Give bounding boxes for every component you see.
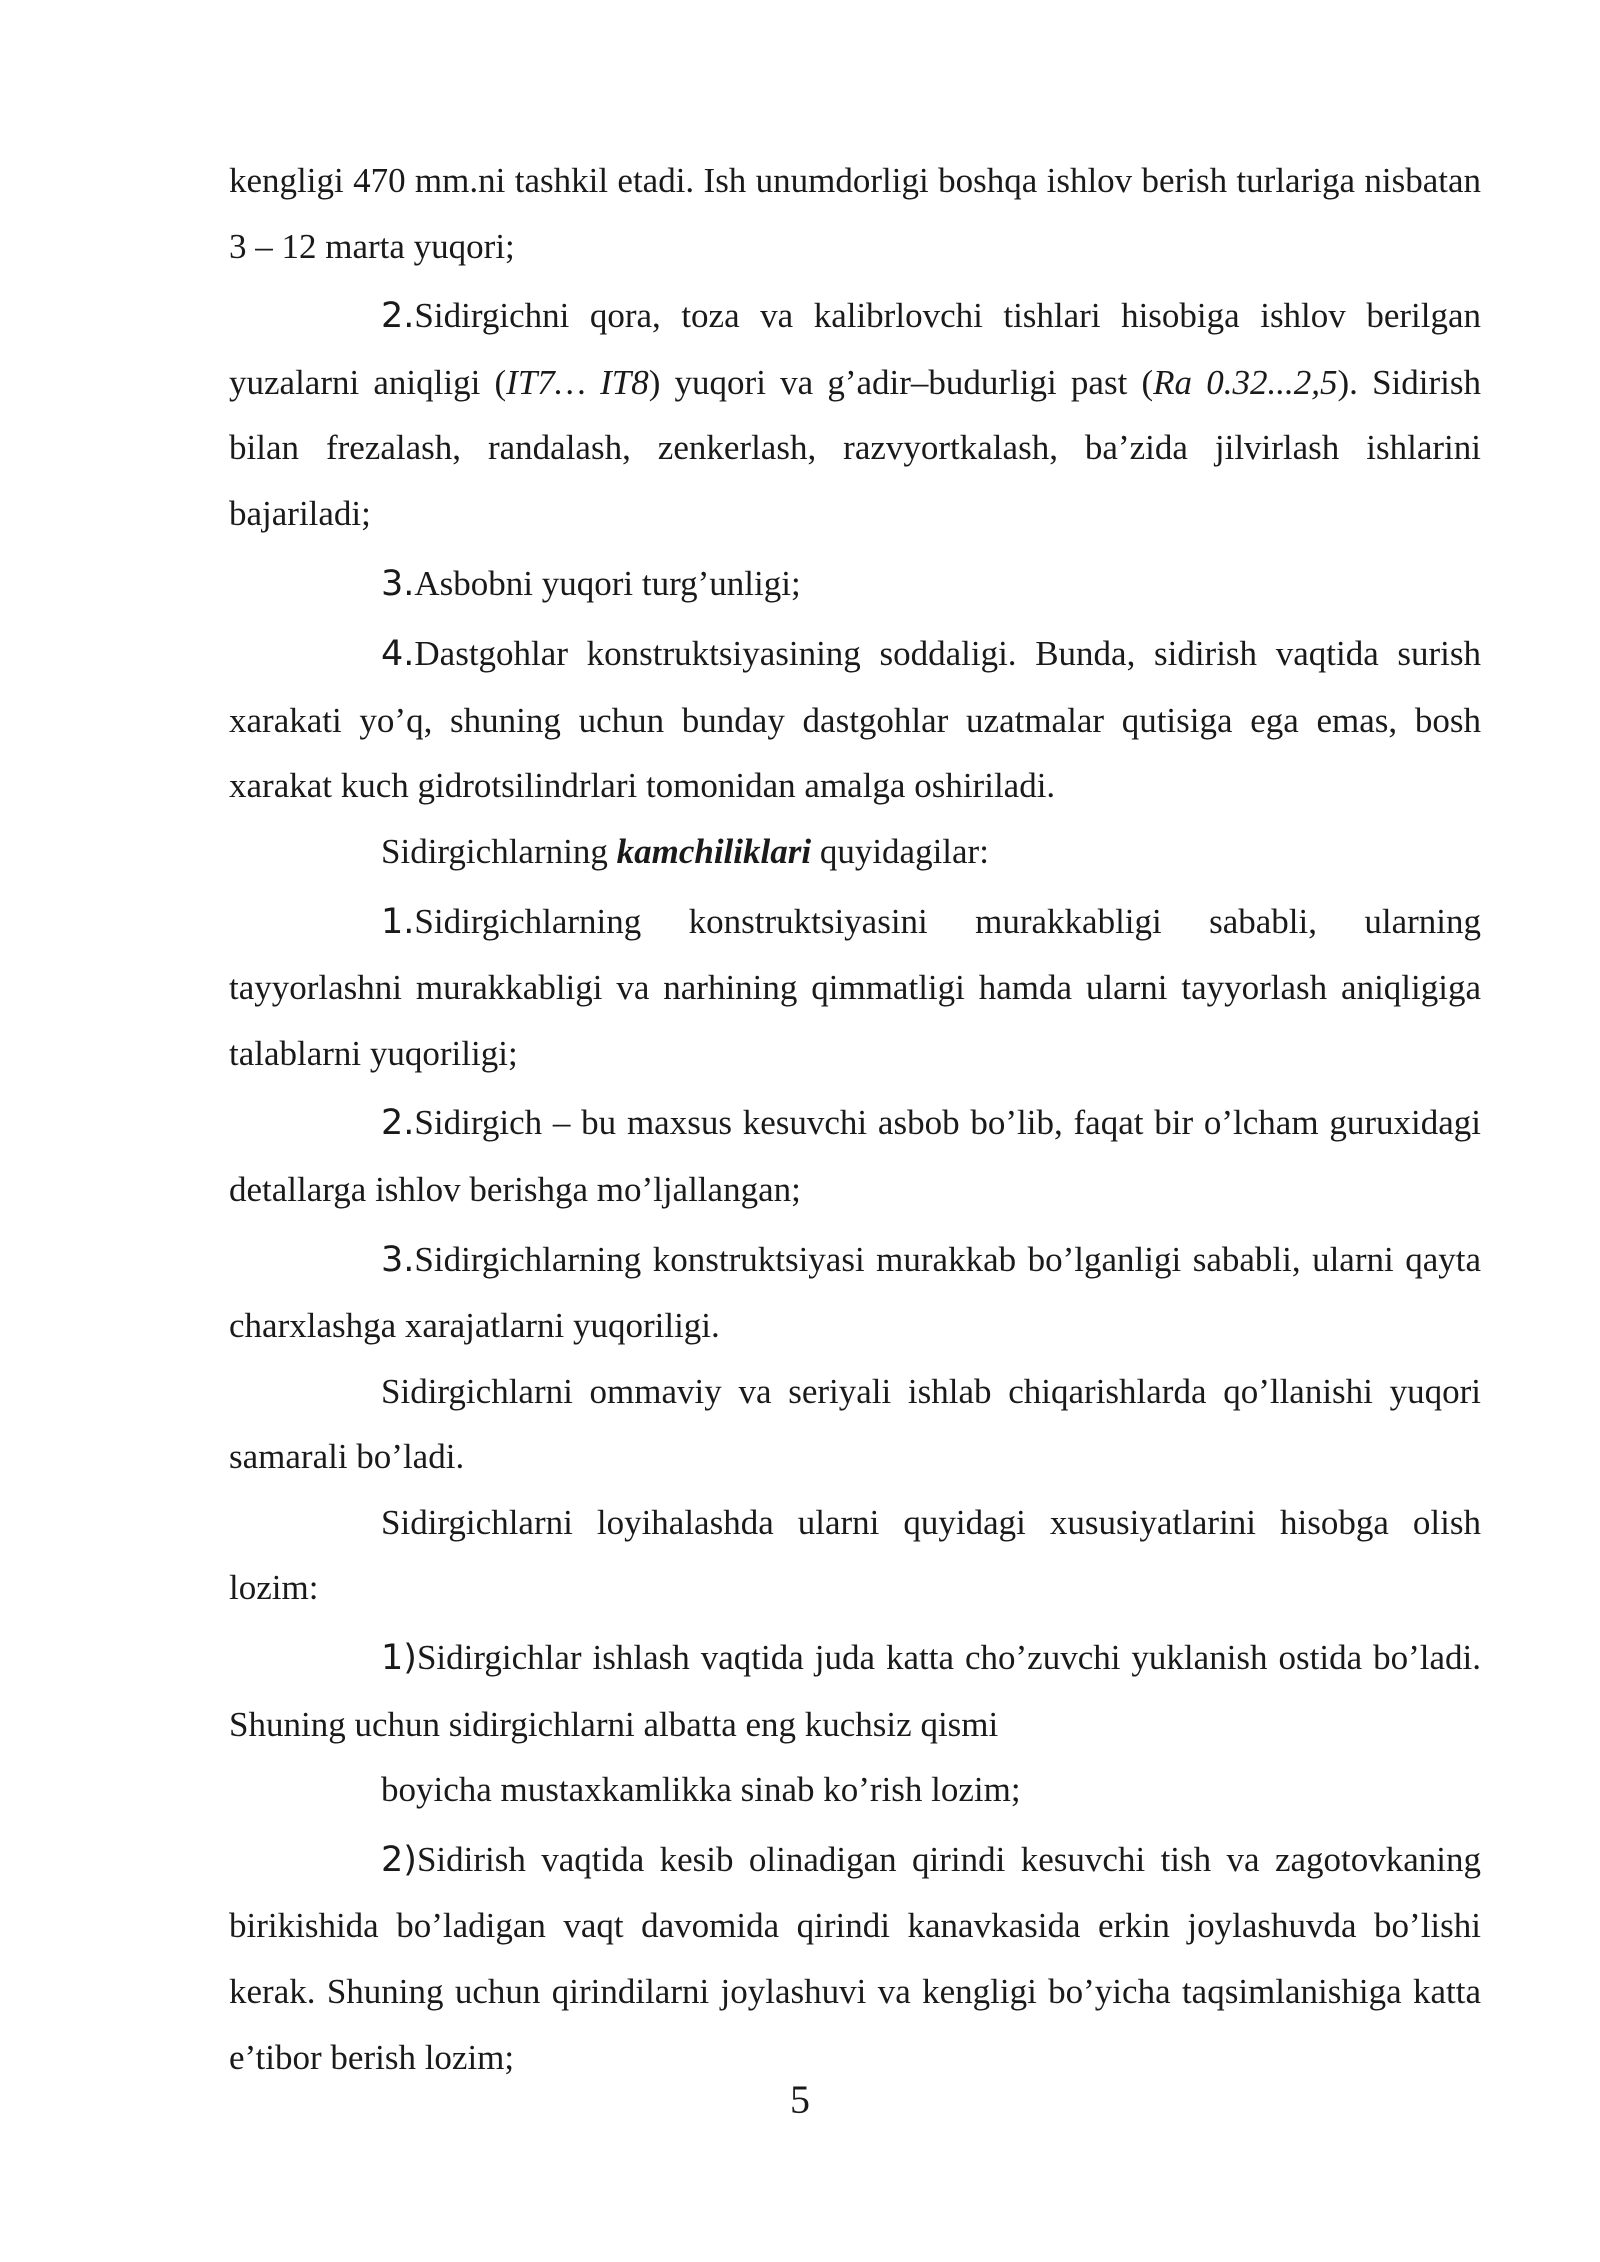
feature-item-1-continuation-text: boyicha mustaxkamlikka sinab ko’rish lozim; xyxy=(381,1770,1021,1810)
advantage-item-2-text-c: ). Sidirish bilan frezalash, randalash, zenkerlash, razvyortkalash, ba’zida jilvirlash ishlarini bajariladi; xyxy=(229,362,1481,533)
paragraph-intro-text: kengligi 470 mm.ni tashkil etadi. Ish unumdorligi boshqa ishlov berish turlariga nisbatan 3 – 12 marta yuqori; xyxy=(229,161,1481,266)
disadvantage-item-2 xyxy=(229,1090,1481,1222)
feature-item-1-text: Sidirgichlar ishlash vaqtida juda katta cho’zuvchi yuklanish ostida bo’ladi. Shuning uchun sidirgichlarni albatta eng kuchsiz qismi xyxy=(229,1638,1481,1744)
feature-item-2-text: Sidirish vaqtida kesib olinadigan qirindi kesuvchi tish va zagotovkaning birikishida bo’ladigan vaqt davomida qirindi kanavkasida erkin joylashuvda bo’lishi kerak. Shuning uchun qirindilarni joylashuvi va kengligi bo’yicha taqsimlanishiga katta e’tibor berish lozim; xyxy=(229,1839,1481,2077)
disadvantage-item-2-text: Sidirgich – bu maxsus kesuvchi asbob bo’lib, faqat bir o’lcham guruxidagi detallarga ishlov berishga mo’ljallangan; xyxy=(229,1103,1481,1209)
disadvantage-item-1-text: Sidirgichlarning konstruktsiyasini murakkabligi sababli, ularning tayyorlashni murakkabligi va narhining qimmatligi hamda ularni tayyorlash aniqligiga talablarni yuqoriligi; xyxy=(229,901,1481,1073)
page-content xyxy=(229,148,1481,2090)
list-number: 1. xyxy=(381,901,415,942)
disadvantages-heading-text-a: Sidirgichlarning xyxy=(381,831,617,871)
advantage-item-2 xyxy=(229,283,1481,546)
page-number: 5 xyxy=(790,2077,810,2122)
feature-item-2 xyxy=(229,1827,1481,2090)
disadvantages-heading-text-b: quyidagilar: xyxy=(811,831,989,871)
advantage-item-3 xyxy=(229,551,1481,618)
list-number: 2. xyxy=(381,1103,415,1144)
list-number: 1) xyxy=(381,1638,417,1679)
roughness-value: Ra 0.32...2,5 xyxy=(1153,362,1338,402)
list-number: 2. xyxy=(381,296,415,337)
disadvantages-keyword: kamchiliklari xyxy=(616,831,812,871)
disadvantage-item-3 xyxy=(229,1227,1481,1359)
feature-item-1-continuation xyxy=(229,1757,1481,1823)
paragraph-design-text: Sidirgichlarni loyihalashda ularni quyidagi xususiyatlarini hisobga olish lozim: xyxy=(229,1502,1481,1608)
list-number: 3. xyxy=(381,563,415,604)
paragraph-intro xyxy=(229,148,1481,279)
paragraph-design xyxy=(229,1490,1481,1621)
paragraph-mass-production-text: Sidirgichlarni ommaviy va seriyali ishlab chiqarishlarda qo’llanishi yuqori samarali bo’ladi. xyxy=(229,1371,1481,1477)
advantage-item-3-text: Asbobni yuqori turg’unligi; xyxy=(414,563,801,603)
feature-item-1 xyxy=(229,1625,1481,1757)
disadvantage-item-3-text: Sidirgichlarning konstruktsiyasi murakkab bo’lganligi sababli, ularni qayta charxlashga xarajatlarni yuqoriligi. xyxy=(229,1239,1481,1346)
paragraph-mass-production xyxy=(229,1359,1481,1490)
precision-grade: IT7… IT8 xyxy=(506,362,649,402)
list-number: 3. xyxy=(381,1239,415,1280)
disadvantage-item-1 xyxy=(229,889,1481,1087)
disadvantages-heading xyxy=(229,819,1481,885)
advantage-item-4-text: Dastgohlar konstruktsiyasining soddaligi. Bunda, sidirish vaqtida surish xarakati yo’q, shuning uchun bunday dastgohlar uzatmalar qutisiga ega emas, bosh xarakat kuch gidrotsilindrlari tomonidan amalga oshiriladi. xyxy=(229,634,1481,806)
advantage-item-4 xyxy=(229,621,1481,819)
advantage-item-2-text-a: Sidirgichni qora, toza va kalibrlovchi tishlari hisobiga ishlov berilgan yuzalarni aniqligi ( xyxy=(229,296,1481,402)
list-number: 4. xyxy=(381,634,415,675)
list-number: 2) xyxy=(381,1839,417,1880)
advantage-item-2-text-b: ) yuqori va g’adir–budurligi past ( xyxy=(648,362,1154,402)
